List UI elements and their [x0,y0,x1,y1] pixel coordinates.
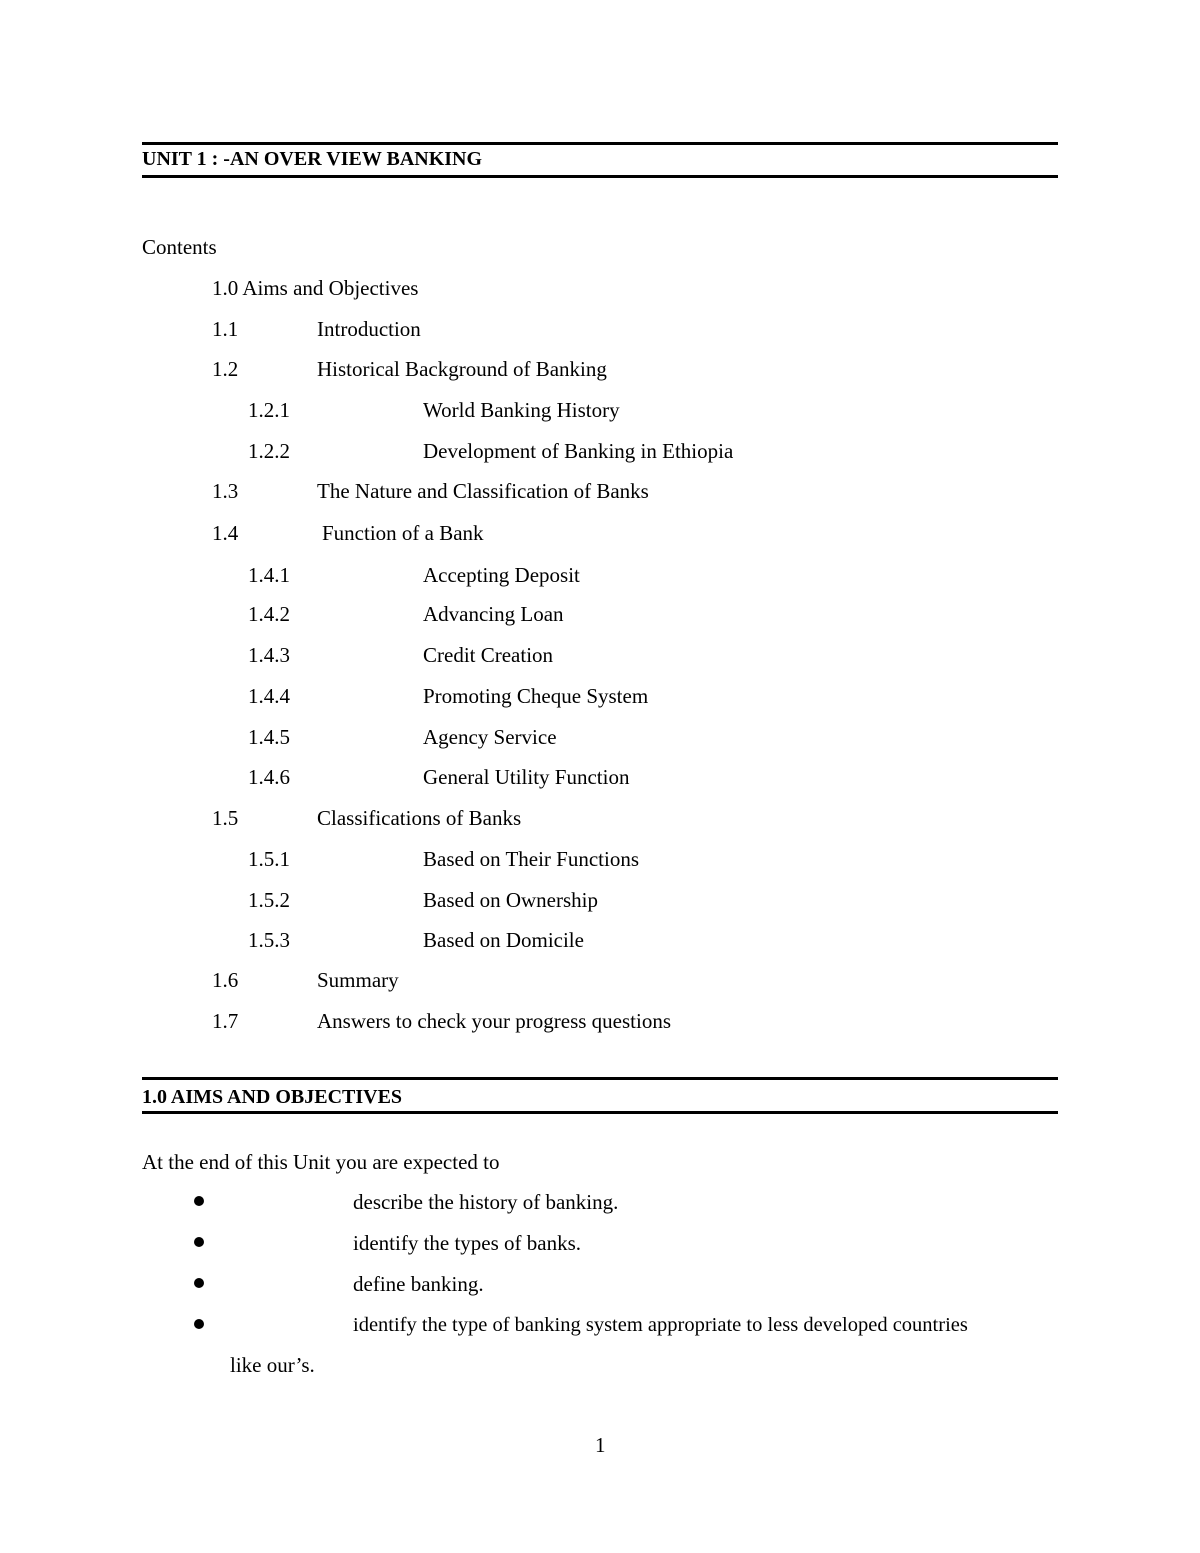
toc-entry-number: 1.4.6 [248,765,290,789]
toc-entry-number: 1.4.1 [248,563,290,587]
objective-item: identify the types of banks. [353,1231,582,1255]
toc-entry-title: Accepting Deposit [423,563,580,587]
toc-entry-number: 1.5 [212,806,239,830]
objective-item: describe the history of banking. [353,1190,619,1214]
toc-entry-title: World Banking History [423,398,620,422]
toc-entry-title: Summary [317,968,399,992]
toc-entry-title: Based on Their Functions [423,847,640,871]
toc-entry-number: 1.5.1 [248,847,290,871]
toc-entry-title: Promoting Cheque System [423,684,649,708]
section-heading: 1.0 AIMS AND OBJECTIVES [142,1086,403,1108]
bullet-icon [194,1237,204,1247]
toc-entry-number: 1.4 [212,521,239,545]
contents-label: Contents [142,235,217,259]
toc-entry-number: 1.1 [212,317,239,341]
toc-entry-title: Advancing Loan [423,602,564,626]
toc-entry-number: 1.5.2 [248,888,290,912]
toc-entry-number: 1.2.2 [248,439,290,463]
toc-entry-number: 1.4.3 [248,643,290,667]
toc-entry-title: Function of a Bank [322,521,484,545]
toc-entry-title: Credit Creation [423,643,554,667]
objective-item: identify the type of banking system appropriate to less developed countries [353,1314,968,1336]
toc-entry-title: Development of Banking in Ethiopia [423,439,734,463]
toc-entry-number: 1.2 [212,357,239,381]
toc-entry-title: Based on Ownership [423,888,598,912]
objective-item: define banking. [353,1272,484,1296]
section-underline [142,1111,1058,1114]
section-top-rule [142,1077,1058,1080]
top-rule [142,142,1058,145]
bullet-icon [194,1278,204,1288]
toc-entry-number: 1.3 [212,479,239,503]
toc-entry-title: Based on Domicile [423,928,584,952]
toc-entry-number: 1.2.1 [248,398,290,422]
toc-entry-title: The Nature and Classification of Banks [317,479,649,503]
toc-entry-number: 1.5.3 [248,928,290,952]
toc-entry-number: 1.0 Aims and Objectives [212,276,419,300]
toc-entry-number: 1.7 [212,1009,239,1033]
page-number: 1 [595,1433,606,1457]
bullet-icon [194,1196,204,1206]
toc-entry-number: 1.6 [212,968,239,992]
toc-entry-title: Introduction [317,317,421,341]
toc-entry-title: Answers to check your progress questions [317,1009,672,1033]
toc-entry-number: 1.4.4 [248,684,290,708]
objective-continuation: like our’s. [230,1353,315,1377]
toc-entry-title: General Utility Function [423,765,630,789]
toc-entry-title: Classifications of Banks [317,806,522,830]
objectives-intro: At the end of this Unit you are expected to [142,1150,500,1174]
toc-entry-number: 1.4.2 [248,602,290,626]
toc-entry-number: 1.4.5 [248,725,290,749]
heading-underline [142,175,1058,178]
unit-heading: UNIT 1 : -AN OVER VIEW BANKING [142,148,483,170]
toc-entry-title: Agency Service [423,725,557,749]
toc-entry-title: Historical Background of Banking [317,357,607,381]
bullet-icon [194,1319,204,1329]
